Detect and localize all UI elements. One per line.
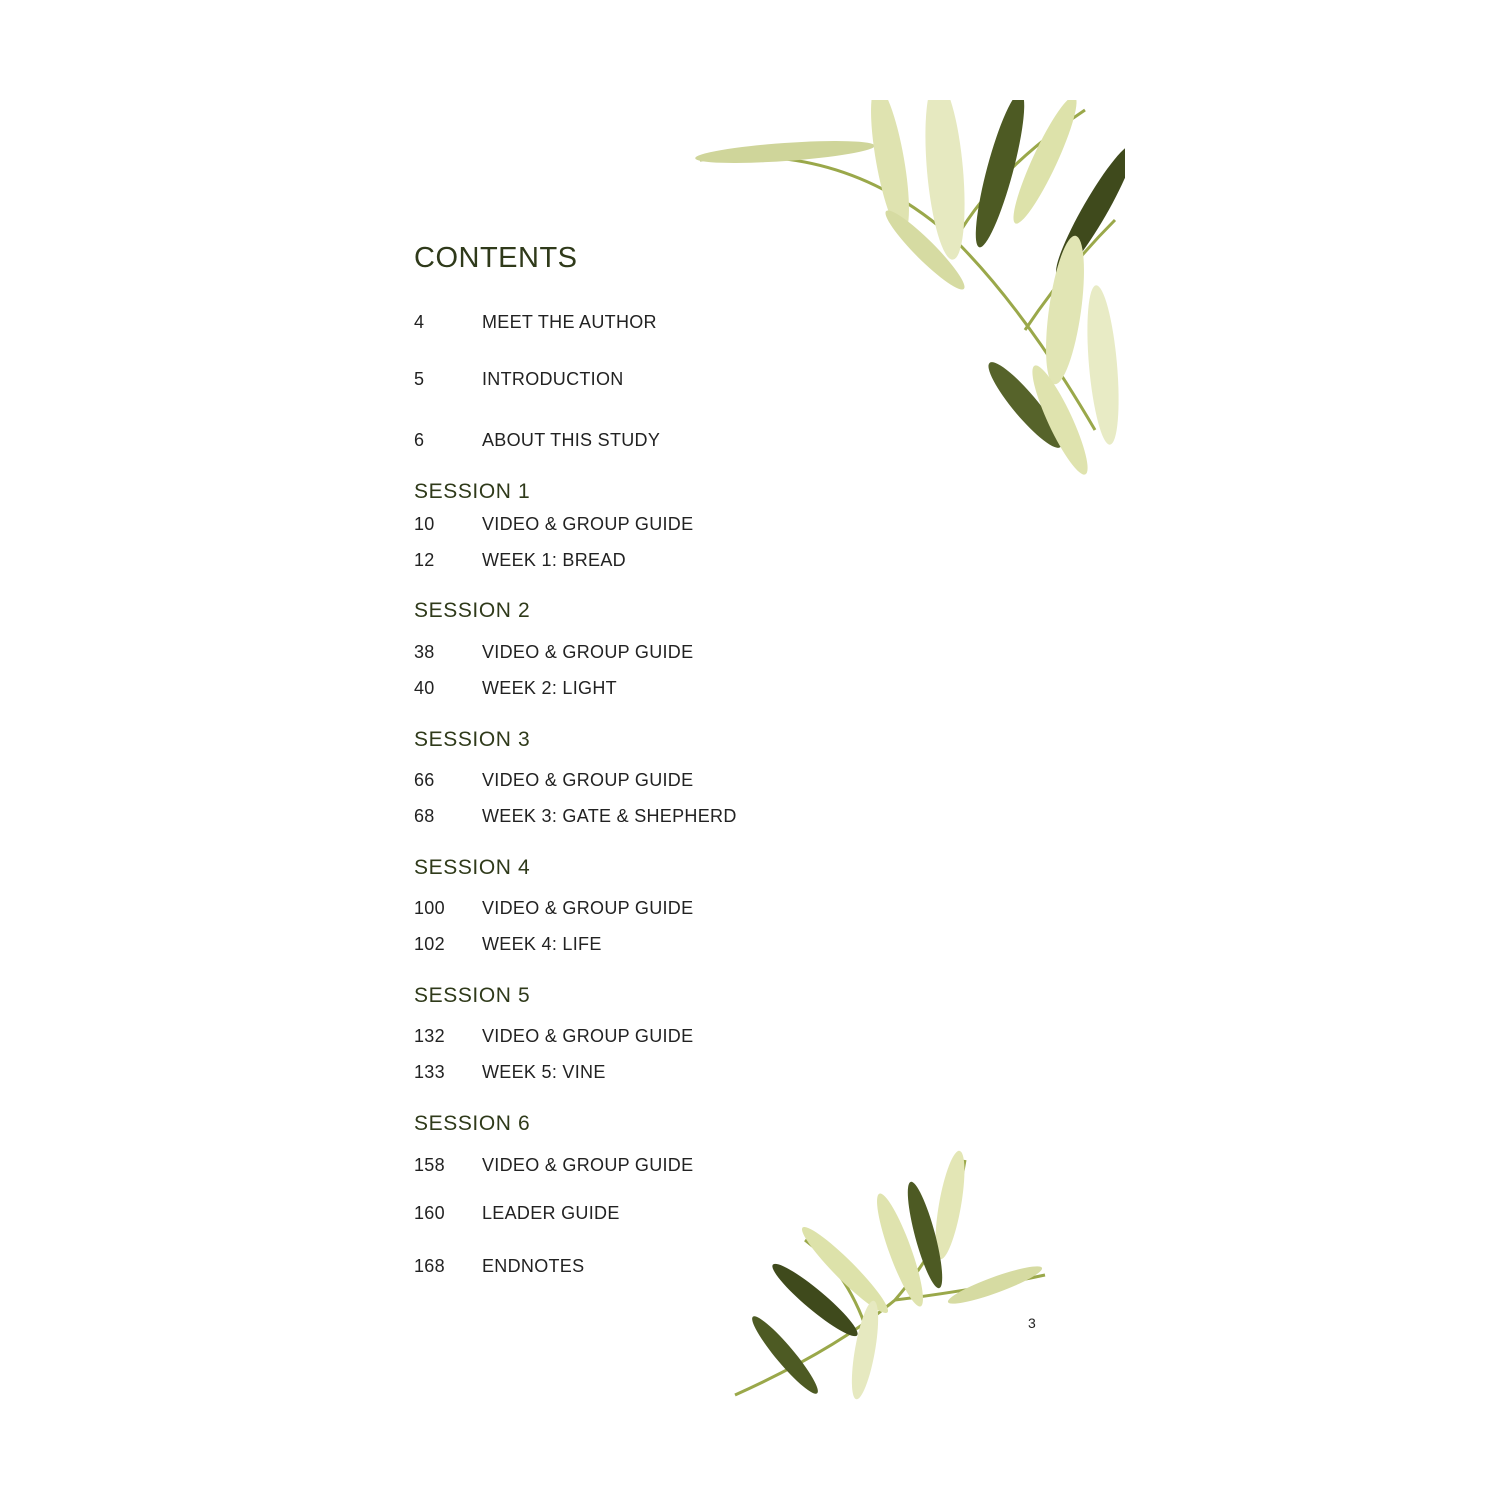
folio-page-number: 3 (1028, 1315, 1036, 1331)
session-heading: SESSION 2 (414, 599, 531, 622)
olive-branch-bottom-icon (715, 1150, 1055, 1400)
toc-page-number: 160 (414, 1203, 445, 1223)
toc-page-number: 100 (414, 898, 445, 918)
toc-entry-label: VIDEO & GROUP GUIDE (482, 642, 694, 662)
toc-entry-label: LEADER GUIDE (482, 1203, 620, 1223)
toc-entry-label: VIDEO & GROUP GUIDE (482, 514, 694, 534)
toc-entry-label: WEEK 1: BREAD (482, 550, 626, 570)
toc-entry-label: WEEK 5: VINE (482, 1062, 606, 1082)
toc-page-number: 10 (414, 514, 435, 534)
toc-entry-label: VIDEO & GROUP GUIDE (482, 1026, 694, 1046)
toc-entry-label: WEEK 2: LIGHT (482, 678, 617, 698)
session-heading: SESSION 3 (414, 728, 531, 751)
toc-page-number: 68 (414, 806, 435, 826)
toc-page-number: 133 (414, 1062, 445, 1082)
toc-page-number: 168 (414, 1256, 445, 1276)
toc-entry-label: WEEK 4: LIFE (482, 934, 602, 954)
toc-page-number: 132 (414, 1026, 445, 1046)
toc-page-number: 6 (414, 430, 425, 450)
toc-page-number: 12 (414, 550, 435, 570)
toc-entry-label: ENDNOTES (482, 1256, 585, 1276)
session-heading: SESSION 6 (414, 1112, 531, 1135)
toc-entry-label: MEET THE AUTHOR (482, 312, 657, 332)
session-heading: SESSION 1 (414, 480, 531, 503)
toc-page-number: 5 (414, 369, 425, 389)
toc-page-number: 38 (414, 642, 435, 662)
toc-entry-label: ABOUT THIS STUDY (482, 430, 661, 450)
toc-page-number: 4 (414, 312, 425, 332)
toc-entry-label: INTRODUCTION (482, 369, 624, 389)
toc-page-number: 158 (414, 1155, 445, 1175)
toc-entry-label: VIDEO & GROUP GUIDE (482, 1155, 694, 1175)
toc-page-number: 66 (414, 770, 435, 790)
toc-entry-label: WEEK 3: GATE & SHEPHERD (482, 806, 737, 826)
toc-page-number: 40 (414, 678, 435, 698)
toc-page-number: 102 (414, 934, 445, 954)
session-heading: SESSION 4 (414, 856, 531, 879)
toc-entry-label: VIDEO & GROUP GUIDE (482, 898, 694, 918)
page-title: CONTENTS (414, 242, 578, 274)
olive-branch-top-icon (695, 100, 1125, 475)
toc-entry-label: VIDEO & GROUP GUIDE (482, 770, 694, 790)
session-heading: SESSION 5 (414, 984, 531, 1007)
